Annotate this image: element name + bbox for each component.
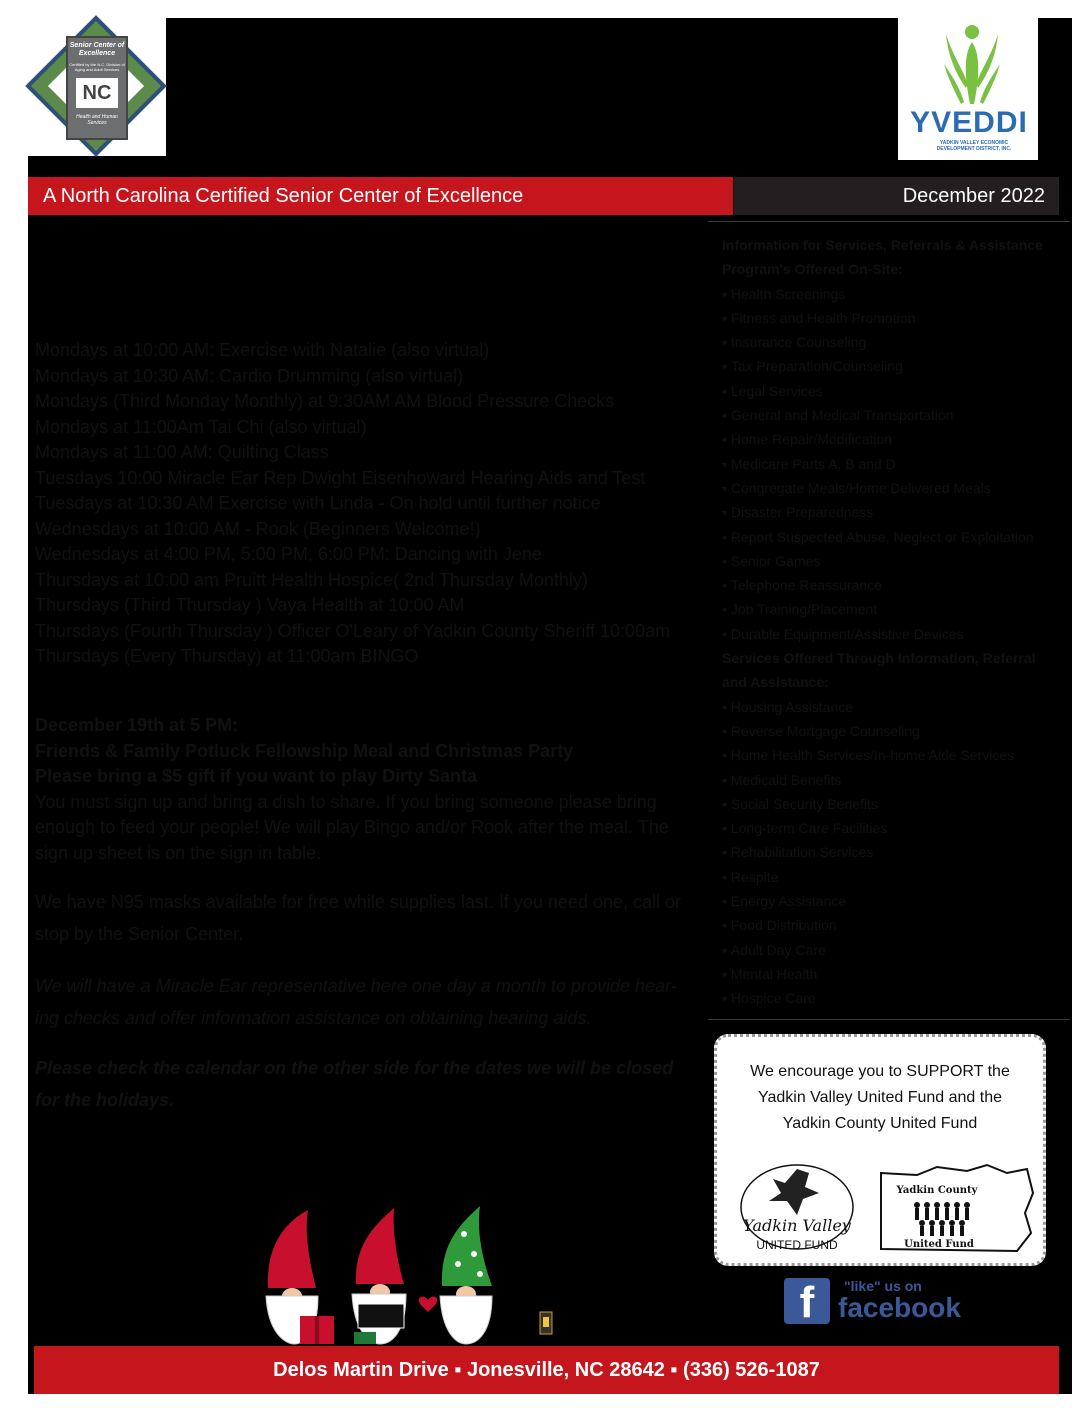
referral-service-item: ▪ Food Distribution — [722, 913, 1062, 937]
referral-service-item: ▪ Energy Assistance — [722, 889, 1062, 913]
schedule-item: Wednesdays at 10:00 AM - Rook (Beginners Welcome!) — [35, 518, 481, 539]
referral-service-item: ▪ Hospice Care — [722, 986, 1062, 1010]
fund-line: We encourage you to SUPPORT the — [750, 1063, 1010, 1080]
schedule-item: Mondays (Third Monday Monthly) at 9:30AM AM Blood Pressure Checks — [35, 391, 615, 411]
gnome-green-right-icon — [419, 1206, 552, 1344]
referral-service-item: ▪ Home Health Services/In-home Aide Services — [722, 743, 1062, 767]
onsite-service-item: ▪ Disaster Preparedness — [722, 500, 1062, 524]
christmas-gnomes-illustration — [246, 1204, 556, 1346]
schedule-item: Thursdays (Fourth Thursday ) Officer O'Leary of Yadkin County Sheriff 10:00am — [35, 620, 671, 641]
facebook-like-text: "like" us on — [844, 1278, 922, 1294]
onsite-service-item: ▪ Senior Games — [722, 549, 1062, 573]
holiday-calendar-notice: Please check the calendar on the other side for the dates we will be closed for the holidays. — [35, 1058, 674, 1110]
schedule-item: Tuesdays at 10:30 AM Exercise with Linda - On hold until further notice — [35, 493, 601, 513]
main-content — [35, 338, 695, 1110]
info-heading: Information for Services, Referrals & Assistance — [722, 237, 1043, 253]
onsite-service-item: ▪ Health Screenings — [722, 282, 1062, 306]
referral-service-item: ▪ Rehabilitation Services — [722, 840, 1062, 864]
banner-title: A North Carolina Certified Senior Center of Excellence — [43, 185, 524, 207]
contact-footer — [34, 1346, 1059, 1394]
facebook-icon: f — [784, 1278, 830, 1324]
logo-certified-text: Certified by the N.C. Division of Aging and Adult Services — [69, 62, 125, 72]
schedule-item: Mondays at 11:00 AM: Quilting Class — [35, 442, 329, 462]
yveddi-wordmark: YVEDDI — [910, 106, 1028, 139]
referral-service-item: ▪ Housing Assistance — [722, 695, 1062, 719]
referral-service-item: ▪ Medicaid Benefits — [722, 768, 1062, 792]
schedule-item: Thursdays (Every Thursday) at 11:00am BINGO — [35, 646, 419, 666]
yv-logo-line2: UNITED FUND — [756, 1238, 838, 1252]
fund-line: Yadkin County United Fund — [782, 1115, 978, 1132]
facebook-wordmark: facebook — [838, 1292, 961, 1323]
schedule-item: Thursdays (Third Thursday ) Vaya Health at 10:00 AM — [35, 595, 465, 615]
onsite-service-item: ▪ Durable Equipment/Assistive Devices — [722, 622, 1062, 646]
schedule-item: Mondays at 11:00Am Tai Chi (also virtual) — [35, 416, 367, 437]
issue-date-box — [734, 177, 1059, 215]
schedule-item: Mondays at 10:00 AM: Exercise with Natalie (also virtual) — [35, 340, 490, 360]
onsite-service-item: ▪ Telephone Reassurance — [722, 573, 1062, 597]
schedule-item: Mondays at 10:30 AM: Cardio Drumming (also virtual) — [35, 365, 464, 386]
yv-logo-line1: Yadkin Valley — [743, 1216, 851, 1235]
onsite-service-item: ▪ General and Medical Transportation — [722, 403, 1062, 427]
yc-logo-line1: Yadkin County — [896, 1185, 978, 1196]
yadkin-valley-united-fund-logo — [735, 1159, 865, 1257]
party-details: You must sign up and bring a dish to share. If you bring someone please bring enough to feed your people! We will play Bingo and/or Rook after the meal. The sign up sheet is on the sign in table. — [35, 791, 669, 863]
schedule-item: Thursdays at 10:00 am Pruitt Health Hospice( 2nd Thursday Monthly) — [35, 569, 588, 590]
referral-heading: Services Offered Through Information, Referral — [722, 650, 1036, 667]
onsite-service-item: ▪ Medicare Parts A, B and D — [722, 452, 1062, 476]
services-info — [722, 233, 1062, 1011]
united-fund-box — [714, 1034, 1046, 1266]
logo-title: Senior Center of Excellence — [69, 42, 125, 57]
yveddi-subtitle: YADKIN VALLEY ECONOMIC DEVELOPMENT DISTRICT, INC. — [936, 140, 1012, 152]
gnome-red-center-icon — [352, 1208, 406, 1344]
info-divider-top — [708, 221, 1070, 222]
onsite-service-item: ▪ Job Training/Placement — [722, 597, 1062, 621]
referral-service-item: ▪ Mental Health — [722, 962, 1062, 986]
onsite-service-item: ▪ Legal Services — [722, 379, 1062, 403]
yadkin-county-united-fund-logo — [877, 1163, 1037, 1255]
onsite-service-item: ▪ Report Suspected Abuse, Neglect or Exploitation — [722, 525, 1062, 549]
logo-nc-mark: NC — [76, 78, 118, 108]
referral-heading-cont: and Assistance: — [722, 674, 829, 691]
yveddi-logo — [898, 18, 1038, 160]
party-title: Friends & Family Potluck Fellowship Meal and Christmas Party — [35, 740, 574, 761]
onsite-service-item: ▪ Congregate Meals/Home Delivered Meals — [722, 476, 1062, 500]
schedule-item: Tuesdays 10:00 Miracle Ear Rep Dwight Eisenhoward Hearing Aids and Test — [35, 467, 646, 488]
referral-service-item: ▪ Long-term Care Facilities — [722, 816, 1062, 840]
senior-center-excellence-logo — [28, 18, 166, 156]
info-divider-bottom — [708, 1019, 1070, 1020]
facebook-like-badge[interactable] — [784, 1276, 964, 1336]
title-banner — [28, 177, 733, 215]
yveddi-figure-icon — [942, 24, 1002, 106]
referral-service-item: ▪ Social Security Benefits — [722, 792, 1062, 816]
schedule-item: Wednesdays at 4:00 PM, 5:00 PM, 6:00 PM: Dancing with Jene — [35, 544, 542, 564]
party-gift-note: Please bring a $5 gift if you want to play Dirty Santa — [35, 766, 478, 786]
onsite-service-item: ▪ Tax Preparation/Counseling — [722, 354, 1062, 378]
christmas-party-notice — [35, 713, 695, 866]
fund-line: Yadkin Valley United Fund and the — [757, 1089, 1002, 1106]
contact-address: Delos Martin Drive ▪ Jonesville, NC 28642 ▪ (336) 526-1087 — [273, 1359, 820, 1381]
yc-logo-line2: United Fund — [904, 1239, 974, 1250]
party-date: December 19th at 5 PM: — [35, 715, 239, 735]
issue-date: December 2022 — [902, 185, 1045, 207]
referral-service-item: ▪ Adult Day Care — [722, 938, 1062, 962]
masks-notice: We have N95 masks available for free while supplies last. If you need one, call or stop by the Senior Center. — [35, 892, 682, 944]
onsite-service-item: ▪ Home Repair/Modification — [722, 427, 1062, 451]
newsletter-page — [28, 18, 1072, 1394]
referral-service-item: ▪ Respite — [722, 865, 1062, 889]
gnome-red-left-icon — [266, 1210, 334, 1344]
onsite-service-item: ▪ Fitness and Health Promotion — [722, 306, 1062, 330]
logo-hhs-text: Health and Human Services — [76, 114, 118, 126]
weekly-schedule — [35, 338, 695, 670]
onsite-service-item: ▪ Insurance Counseling — [722, 330, 1062, 354]
referral-service-item: ▪ Reverse Mortgage Counseling — [722, 719, 1062, 743]
miracle-ear-notice: We will have a Miracle Ear representative here one day a month to provide hear-ing checks and offer information assistance on obtaining hearing aids. — [35, 976, 677, 1028]
onsite-heading: Program's Offered On-Site: — [722, 261, 903, 278]
united-fund-message — [723, 1059, 1037, 1137]
